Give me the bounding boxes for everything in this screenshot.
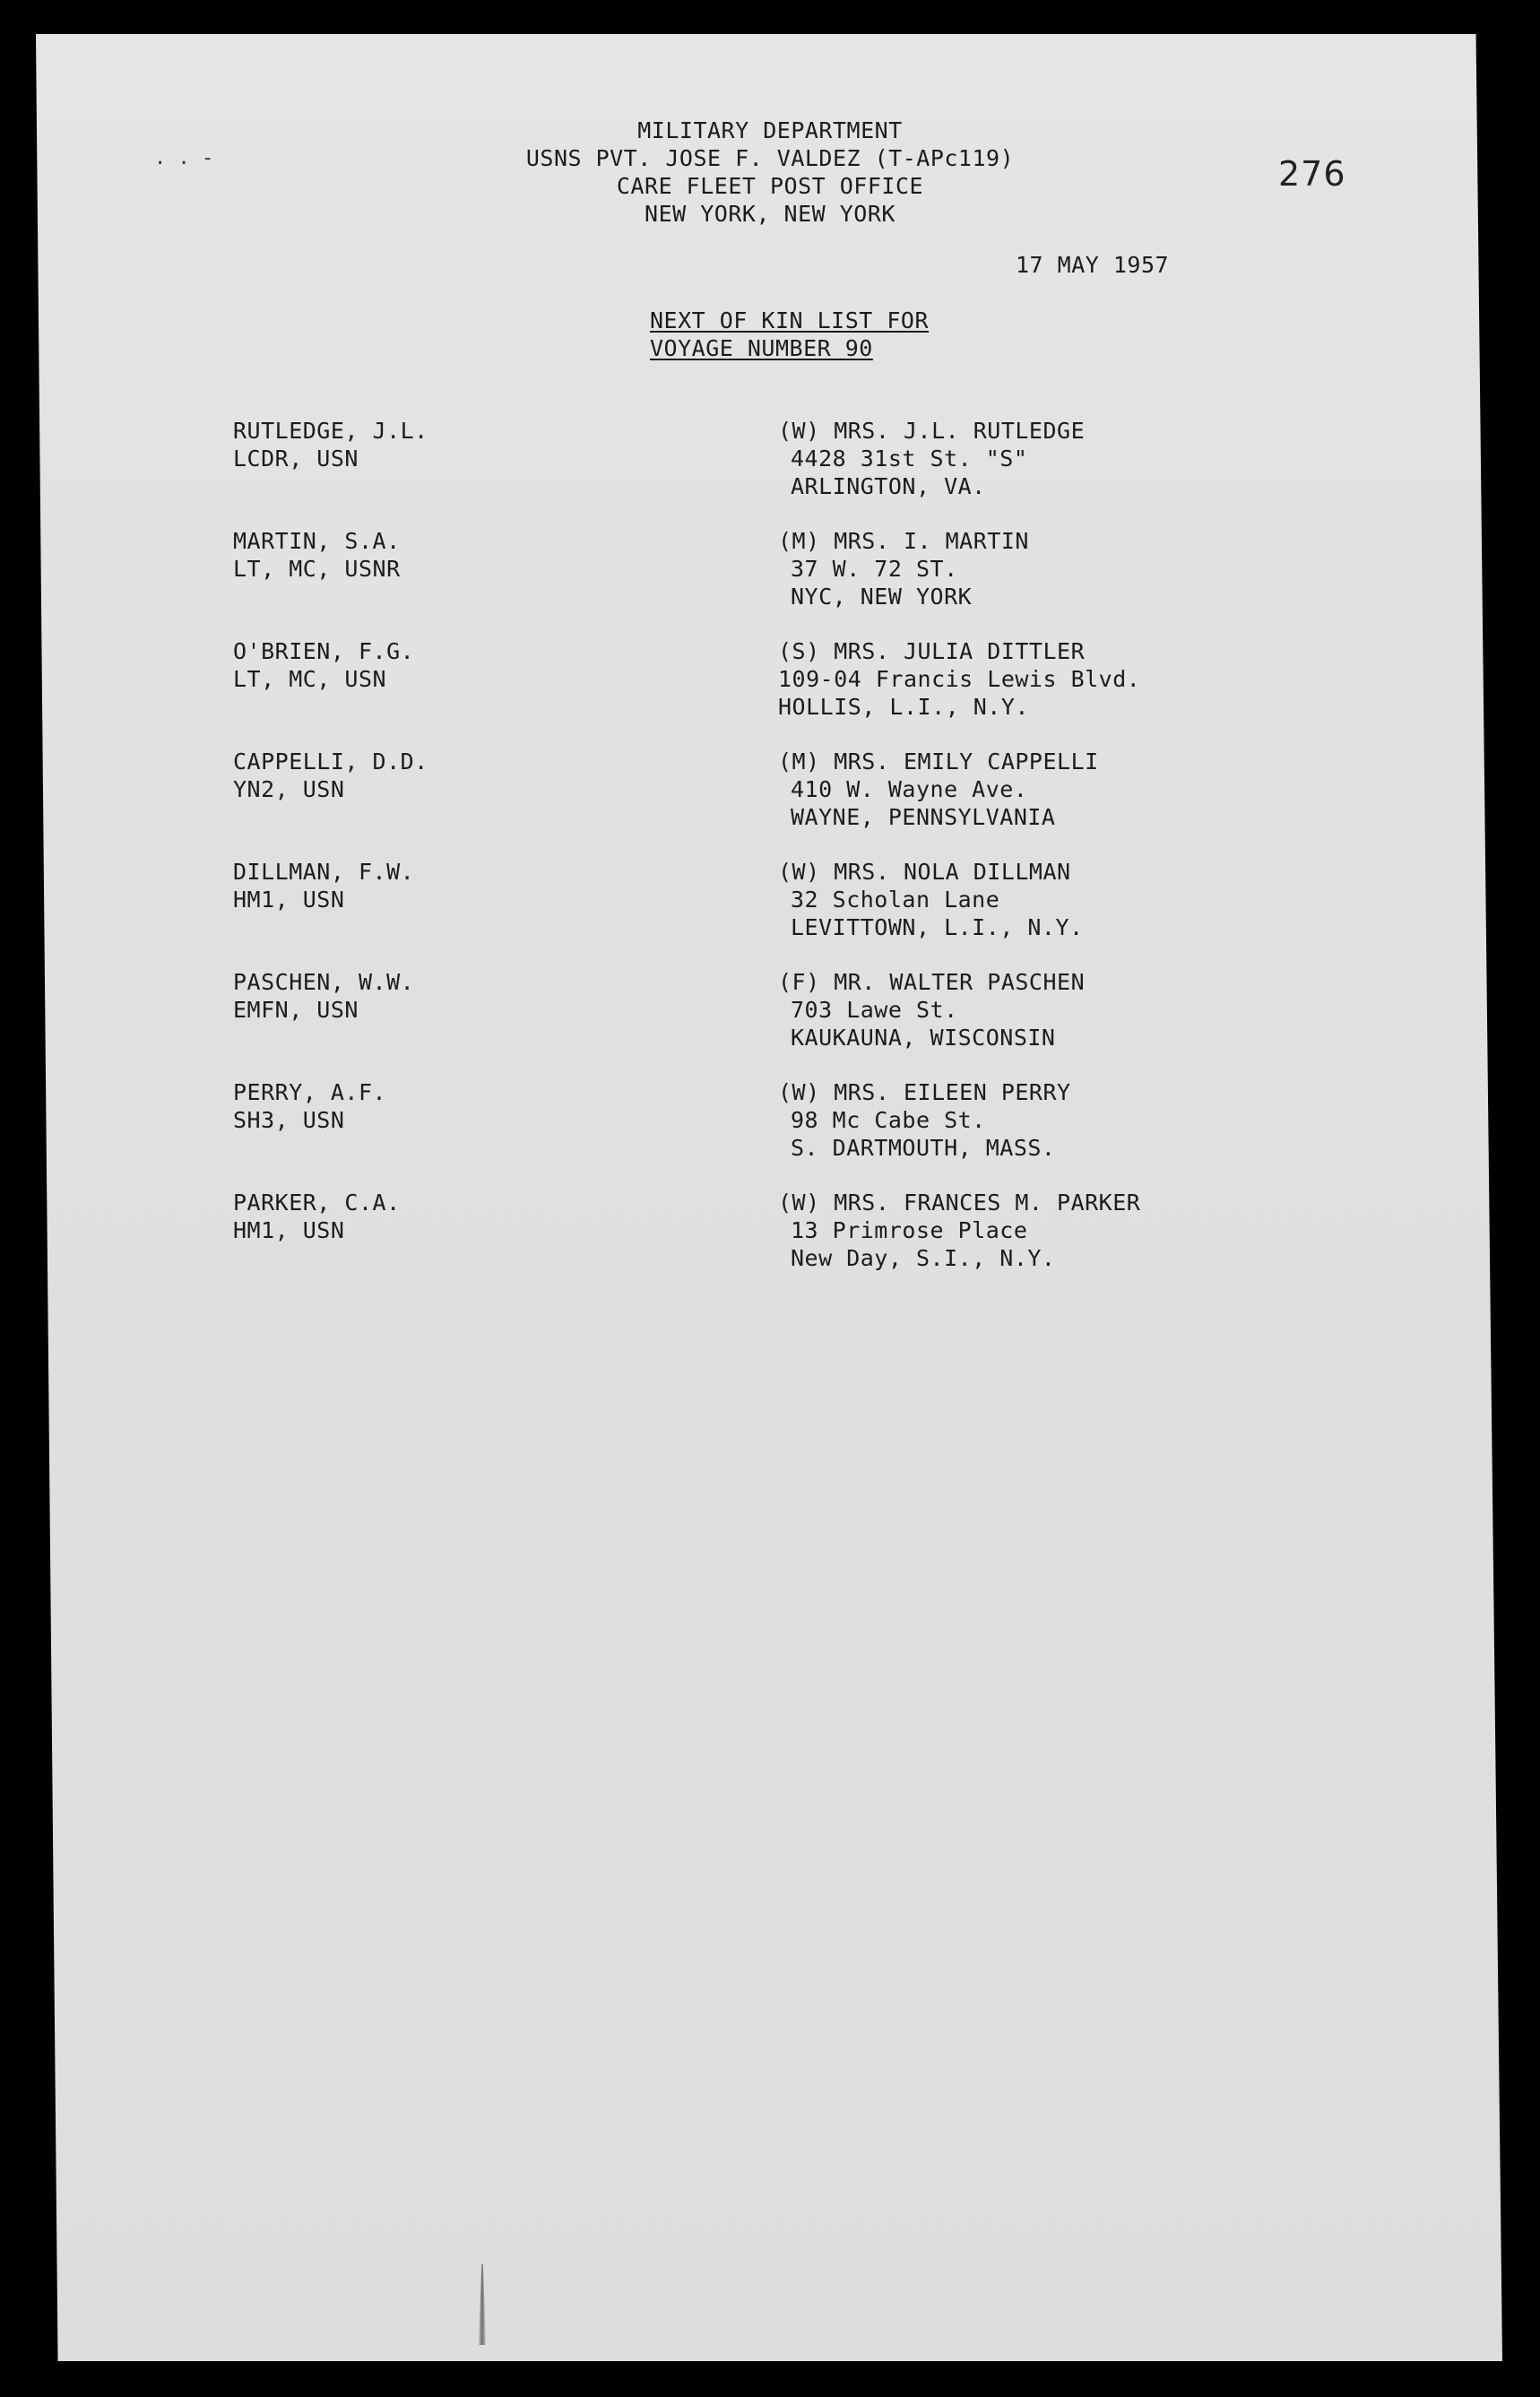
kin-name: (M) MRS. I. MARTIN [778,528,1029,554]
document-title [650,307,929,362]
next-of-kin-block [778,527,1029,610]
kin-name: (M) MRS. EMILY CAPPELLI [778,749,1099,774]
kin-address-city: ARLINGTON, VA. [791,473,986,499]
sailor-rank: HM1, USN [233,1217,345,1243]
kin-name: (W) MRS. J.L. RUTLEDGE [778,418,1086,444]
sailor-name: O'BRIEN, F.G. [233,638,415,664]
sailor-rank: LT, MC, USNR [233,556,401,582]
kin-address-street: 410 W. Wayne Ave. [791,776,1028,802]
next-of-kin-block [778,1189,1140,1272]
letterhead-line-department: MILITARY DEPARTMENT [637,117,903,143]
letterhead-line-post-office: CARE FLEET POST OFFICE [616,173,924,199]
kin-name: (F) MR. WALTER PASCHEN [778,969,1086,995]
next-of-kin-block [778,748,1099,831]
sailor-name: RUTLEDGE, J.L. [233,418,428,444]
kin-address-city: S. DARTMOUTH, MASS. [791,1135,1056,1161]
kin-address-city: KAUKAUNA, WISCONSIN [791,1025,1056,1051]
sailor-rank: LCDR, USN [233,446,359,472]
sailor-name: PASCHEN, W.W. [233,969,415,995]
next-of-kin-block [778,417,1085,500]
kin-address-city: NYC, NEW YORK [791,584,973,610]
next-of-kin-block [778,637,1140,721]
sailor-block [233,637,414,693]
sailor-block [233,748,428,803]
kin-address-street: 703 Lawe St. [791,997,958,1023]
kin-address-street: 32 Scholan Lane [791,887,1000,913]
kin-name: (W) MRS. EILEEN PERRY [778,1079,1071,1105]
sailor-block [233,417,428,472]
sailor-block [233,858,414,913]
kin-name: (S) MRS. JULIA DITTLER [778,638,1086,664]
kin-name: (W) MRS. NOLA DILLMAN [778,859,1071,885]
sailor-rank: HM1, USN [233,887,345,913]
sailor-rank: SH3, USN [233,1107,345,1133]
next-of-kin-block [778,858,1084,941]
sailor-rank: EMFN, USN [233,997,359,1023]
document-date: 17 MAY 1957 [1016,252,1170,278]
kin-address-street: 109-04 Francis Lewis Blvd. [778,666,1141,692]
sailor-name: CAPPELLI, D.D. [233,749,428,774]
next-of-kin-block [778,1078,1071,1162]
kin-address-city: WAYNE, PENNSYLVANIA [791,804,1056,830]
kin-address-street: 37 W. 72 ST. [791,556,958,582]
letterhead-line-ship: USNS PVT. JOSE F. VALDEZ (T-APc119) [525,145,1015,171]
sailor-block [233,1189,401,1244]
sailor-block [233,527,401,583]
kin-address-city: LEVITTOWN, L.I., N.Y. [791,914,1084,940]
sailor-name: PERRY, A.F. [233,1079,387,1105]
title-line-1: NEXT OF KIN LIST FOR [650,307,930,333]
page-number: 276 [1278,154,1346,194]
kin-address-city: New Day, S.I., N.Y. [791,1245,1056,1271]
letterhead-line-city: NEW YORK, NEW YORK [645,201,895,227]
sailor-name: DILLMAN, F.W. [233,859,415,885]
sailor-rank: YN2, USN [233,776,345,802]
kin-address-street: 4428 31st St. "S" [791,446,1028,472]
sailor-rank: LT, MC, USN [233,666,387,692]
kin-address-street: 13 Primrose Place [791,1217,1028,1243]
margin-mark: . . - [154,147,214,169]
kin-address-street: 98 Mc Cabe St. [791,1107,986,1133]
title-line-2: VOYAGE NUMBER 90 [650,335,873,361]
kin-name: (W) MRS. FRANCES M. PARKER [778,1190,1141,1216]
sailor-block [233,968,414,1024]
sailor-block [233,1078,386,1134]
sailor-name: MARTIN, S.A. [233,528,401,554]
next-of-kin-block [778,968,1085,1051]
kin-address-city: HOLLIS, L.I., N.Y. [778,694,1029,720]
sailor-name: PARKER, C.A. [233,1190,401,1216]
